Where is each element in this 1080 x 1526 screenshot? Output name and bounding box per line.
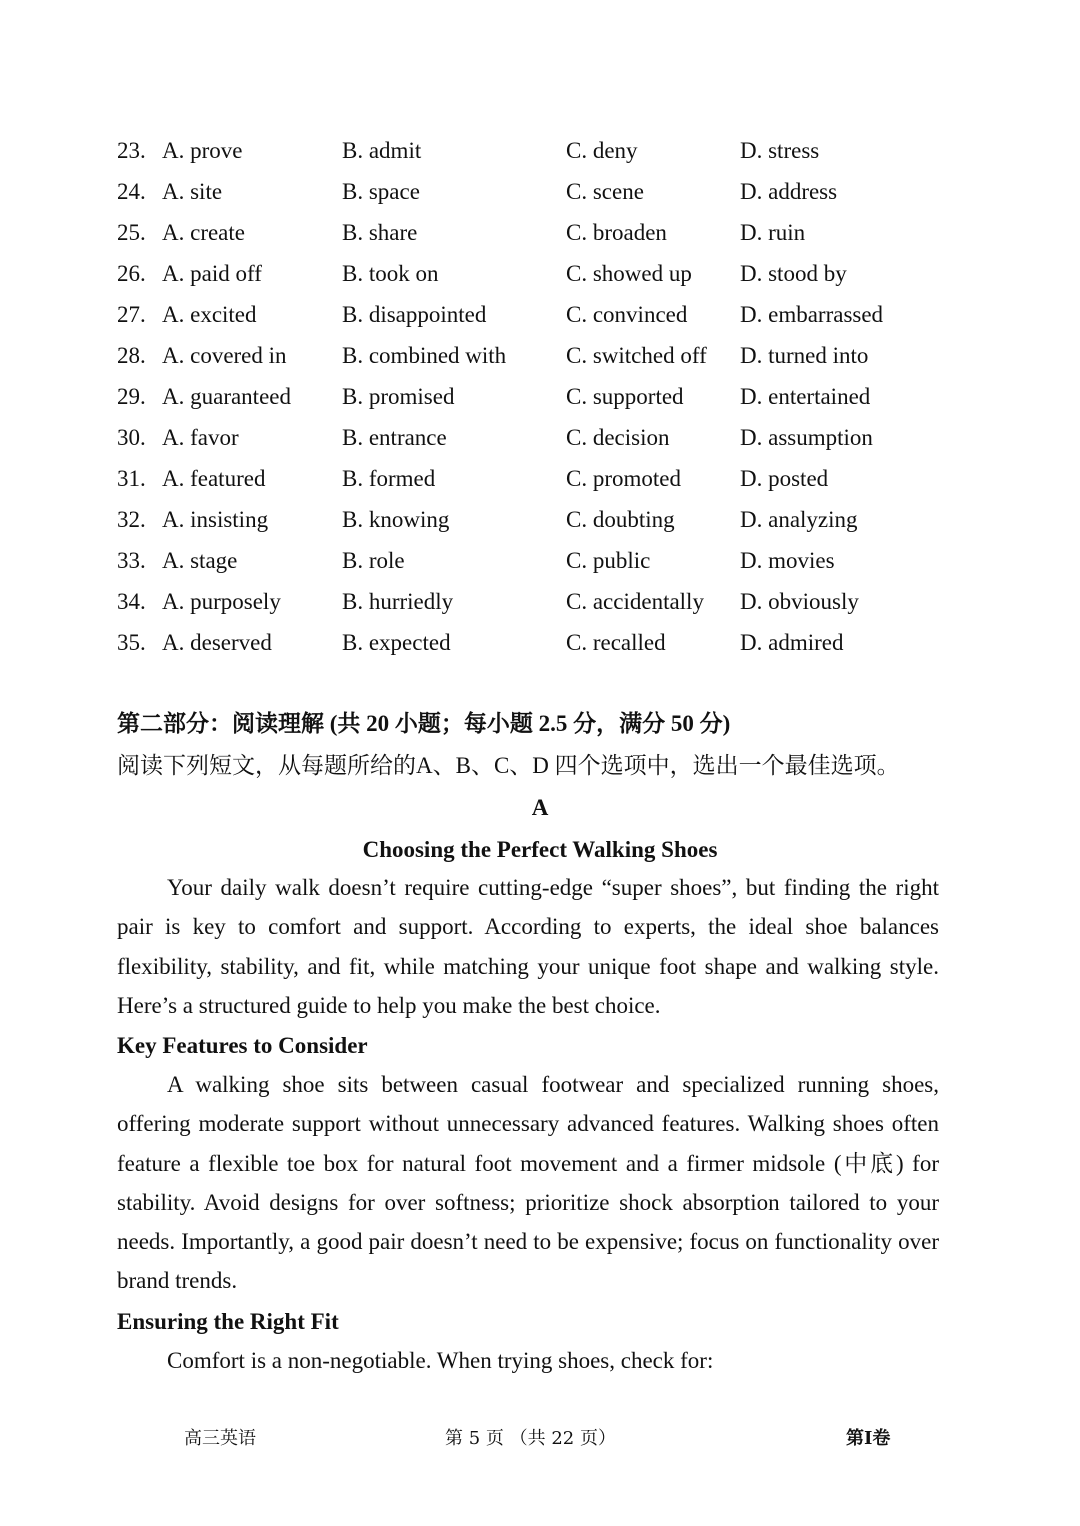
part-two-instruction: 阅读下列短文，从每题所给的A、B、C、D 四个选项中，选出一个最佳选项。 xyxy=(117,753,900,778)
option-c: C. promoted xyxy=(566,466,681,491)
option-c: C. switched off xyxy=(566,343,707,368)
section-heading-key-features: Key Features to Consider xyxy=(117,1033,368,1058)
option-a: A. prove xyxy=(162,138,243,163)
option-b: B. took on xyxy=(342,261,439,286)
option-c: C. supported xyxy=(566,384,684,409)
option-a: A. covered in xyxy=(162,343,287,368)
passage-intro-paragraph: Your daily walk doesn’t require cutting-edge “super shoes”, but finding the right pair is key to comfort and support. According to experts, the ideal shoe balances flexibility, stability, and fit, while matching your unique foot shape and walking style. Here’s a structured guide to help you make the best choice. xyxy=(117,875,939,1018)
option-b: B. formed xyxy=(342,466,436,491)
passage-title: Choosing the Perfect Walking Shoes xyxy=(362,837,718,862)
option-d: D. stood by xyxy=(740,261,847,286)
option-b: B. expected xyxy=(342,630,451,655)
footer-volume: 第I卷 xyxy=(846,1428,891,1449)
option-row xyxy=(117,213,957,254)
question-number: 24. xyxy=(117,179,146,204)
option-b: B. space xyxy=(342,179,420,204)
question-number: 32. xyxy=(117,507,146,532)
option-b: B. role xyxy=(342,548,405,573)
option-b: B. combined with xyxy=(342,343,507,368)
question-number: 35. xyxy=(117,630,146,655)
option-d: D. analyzing xyxy=(740,507,858,532)
option-b: B. promised xyxy=(342,384,455,409)
question-number: 33. xyxy=(117,548,146,573)
option-row xyxy=(117,131,957,172)
option-a: A. insisting xyxy=(162,507,269,532)
question-number: 34. xyxy=(117,589,146,614)
option-a: A. guaranteed xyxy=(162,384,291,409)
key-features-paragraph: A walking shoe sits between casual footwear and specialized running shoes, offering moderate support without unnecessary advanced features. Walking shoes often feature a flexible toe box for natural foot movement and a firmer midsole (中底) for stability. Avoid designs for over softness; prioritize shock absorption tailored to your needs. Importantly, a good pair doesn’t need to be expensive; focus on functionality over brand trends. xyxy=(117,1072,939,1294)
option-d: D. posted xyxy=(740,466,829,491)
option-c: C. doubting xyxy=(566,507,675,532)
question-number: 28. xyxy=(117,343,146,368)
cloze-options-list xyxy=(117,131,957,664)
right-fit-paragraph: Comfort is a non-negotiable. When trying shoes, check for: xyxy=(167,1348,714,1373)
option-c: C. broaden xyxy=(566,220,667,245)
option-row xyxy=(117,336,957,377)
option-row xyxy=(117,500,957,541)
option-a: A. deserved xyxy=(162,630,272,655)
option-c: C. convinced xyxy=(566,302,688,327)
footer-page-number: 第 5 页 （共 22 页） xyxy=(445,1428,616,1449)
option-d: D. movies xyxy=(740,548,835,573)
option-a: A. featured xyxy=(162,466,266,491)
option-a: A. favor xyxy=(162,425,239,450)
option-c: C. accidentally xyxy=(566,589,704,614)
option-a: A. excited xyxy=(162,302,257,327)
question-number: 30. xyxy=(117,425,146,450)
option-row xyxy=(117,418,957,459)
option-row xyxy=(117,377,957,418)
footer-subject: 高三英语 xyxy=(184,1428,256,1449)
part-two-heading: 第二部分：阅读理解 (共 20 小题；每小题 2.5 分，满分 50 分) xyxy=(117,711,731,736)
option-a: A. paid off xyxy=(162,261,262,286)
option-c: C. decision xyxy=(566,425,670,450)
option-d: D. embarrassed xyxy=(740,302,884,327)
question-number: 27. xyxy=(117,302,146,327)
option-d: D. stress xyxy=(740,138,820,163)
option-row xyxy=(117,254,957,295)
option-row xyxy=(117,582,957,623)
option-c: C. showed up xyxy=(566,261,692,286)
option-b: B. knowing xyxy=(342,507,450,532)
question-number: 25. xyxy=(117,220,146,245)
option-d: D. ruin xyxy=(740,220,806,245)
option-c: C. public xyxy=(566,548,651,573)
option-d: D. entertained xyxy=(740,384,871,409)
option-row xyxy=(117,172,957,213)
question-number: 23. xyxy=(117,138,146,163)
option-a: A. stage xyxy=(162,548,238,573)
option-d: D. obviously xyxy=(740,589,859,614)
option-d: D. turned into xyxy=(740,343,869,368)
option-c: C. scene xyxy=(566,179,644,204)
section-heading-right-fit: Ensuring the Right Fit xyxy=(117,1309,339,1334)
question-number: 26. xyxy=(117,261,146,286)
option-d: D. admired xyxy=(740,630,844,655)
option-b: B. share xyxy=(342,220,418,245)
question-number: 29. xyxy=(117,384,146,409)
option-b: B. entrance xyxy=(342,425,447,450)
passage-label: A xyxy=(531,795,549,820)
option-b: B. disappointed xyxy=(342,302,487,327)
option-b: B. admit xyxy=(342,138,422,163)
option-row xyxy=(117,459,957,500)
question-number: 31. xyxy=(117,466,146,491)
option-row xyxy=(117,541,957,582)
option-c: C. recalled xyxy=(566,630,666,655)
option-row xyxy=(117,295,957,336)
option-a: A. site xyxy=(162,179,223,204)
option-row xyxy=(117,623,957,664)
option-a: A. purposely xyxy=(162,589,281,614)
option-d: D. assumption xyxy=(740,425,873,450)
option-b: B. hurriedly xyxy=(342,589,454,614)
option-a: A. create xyxy=(162,220,245,245)
option-d: D. address xyxy=(740,179,838,204)
option-c: C. deny xyxy=(566,138,638,163)
